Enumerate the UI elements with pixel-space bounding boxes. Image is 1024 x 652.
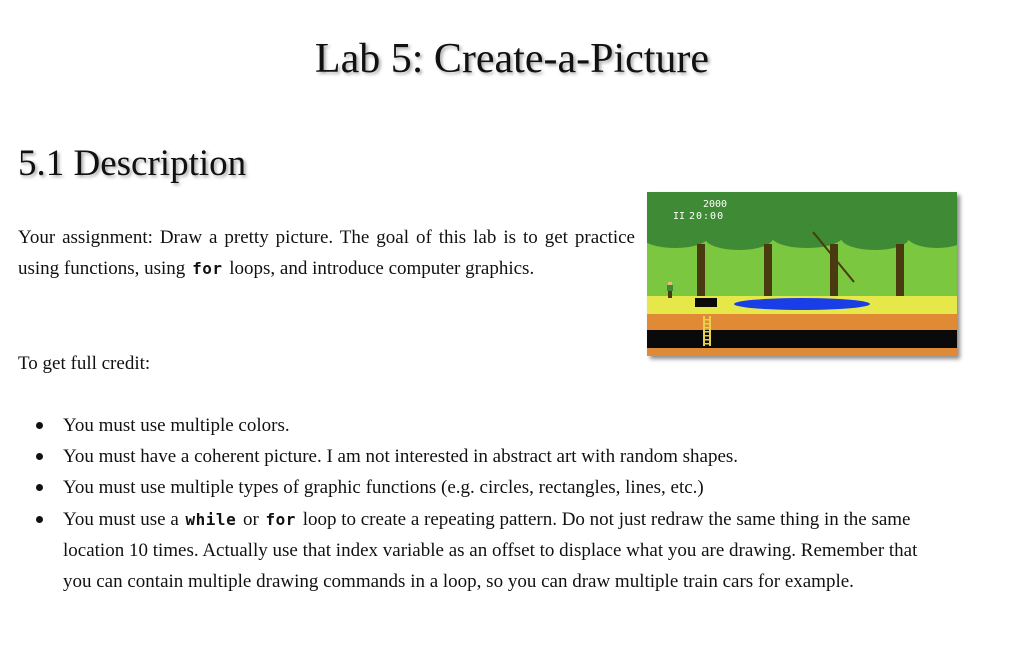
intro-text-start: Your assignment: Draw a pretty picture. The goal of this lab is to get practice using functions, using — [18, 227, 635, 279]
bullet-icon — [36, 516, 43, 523]
credit-line: To get full credit: — [18, 353, 151, 374]
list-item-text-mid: or — [242, 509, 259, 530]
bullet-icon — [36, 484, 43, 491]
lives-marker: II — [673, 211, 686, 222]
ground-layer — [647, 314, 957, 330]
requirements-list — [63, 410, 945, 597]
list-item-text-start: You must use a — [63, 509, 179, 530]
timer-text: 20:00 — [689, 211, 725, 222]
hole-icon — [695, 298, 717, 307]
list-item — [63, 472, 945, 503]
list-item-text: You must use multiple types of graphic functions (e.g. circles, rectangles, lines, etc.) — [63, 477, 704, 498]
score-text: 2000 — [703, 199, 728, 210]
intro-paragraph — [18, 222, 635, 284]
list-item-text: You must use multiple colors. — [63, 415, 290, 436]
bullet-icon — [36, 422, 43, 429]
ground-bottom — [647, 348, 957, 356]
pitfall-game-image — [647, 192, 957, 356]
list-item — [63, 410, 945, 441]
page-title: Lab 5: Create-a-Picture — [314, 36, 710, 82]
list-item — [63, 504, 945, 597]
underground-tunnel — [647, 330, 957, 348]
bullet-icon — [36, 453, 43, 460]
inline-code-while: while — [185, 510, 237, 529]
game-scene — [647, 192, 957, 356]
inline-code-for: for — [265, 510, 296, 529]
pond-icon — [734, 298, 870, 310]
list-item-text: You must have a coherent picture. I am not interested in abstract art with random shapes. — [63, 446, 739, 467]
inline-code-for: for — [192, 259, 223, 278]
list-item-text-end: loop to create a repeating pattern. Do not just redraw the same thing in the same location 10 times. Actually use that index variable as an offset to displace what you are drawing. Remember that you can contain multiple drawing commands in a loop, so you can draw multiple train cars for example. — [63, 509, 918, 592]
section-heading: 5.1 Description — [18, 143, 247, 184]
intro-text-end: loops, and introduce computer graphics. — [229, 258, 535, 279]
list-item — [63, 441, 945, 472]
